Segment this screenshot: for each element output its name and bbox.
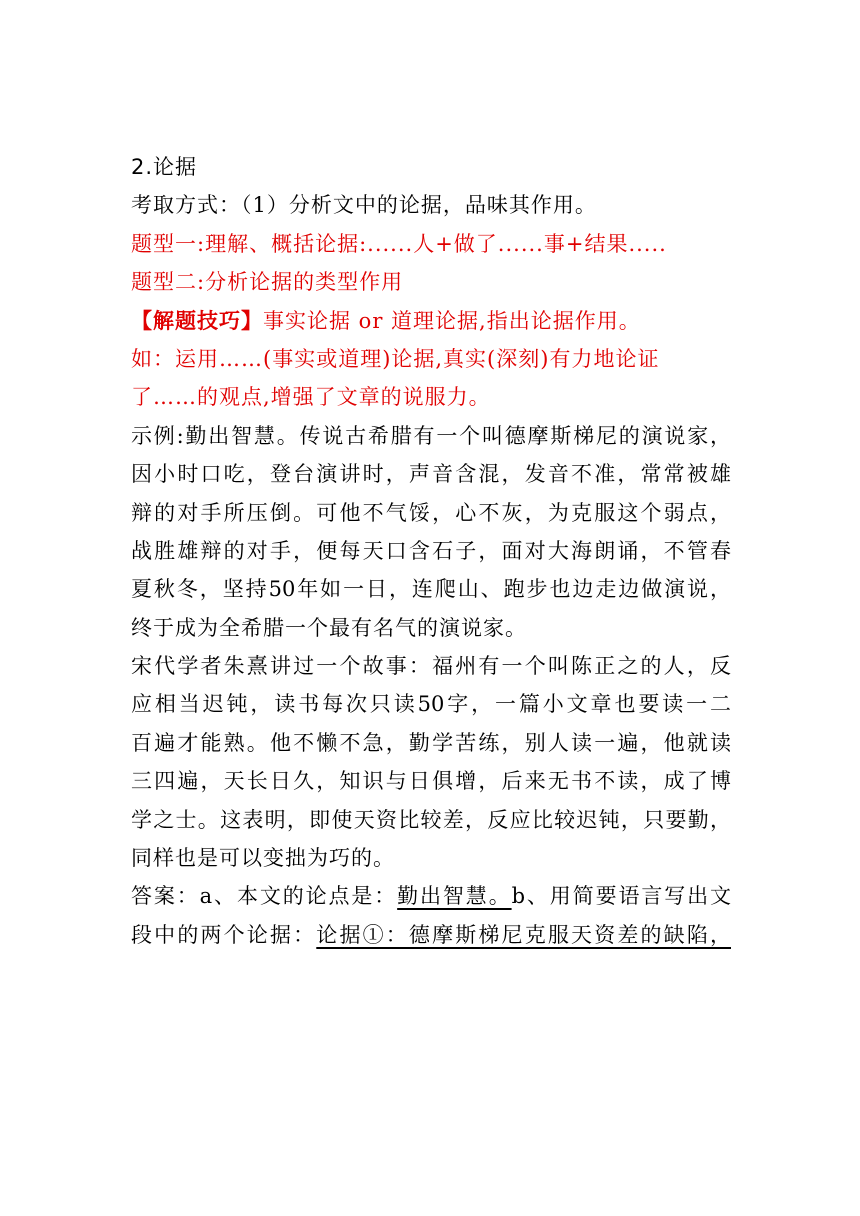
sample-paragraph-line: 宋代学者朱熹讲过一个故事：福州有一个叫陈正之的人，反	[131, 654, 731, 679]
answer-line-2	[131, 916, 731, 954]
sample-paragraph-line: 百遍才能熟。他不懒不急，勤学苦练，别人读一遍，他就读	[131, 730, 731, 755]
sample-paragraph-line: 终于成为全希腊一个最有名气的演说家。	[131, 615, 527, 640]
sample-paragraph-line: 战胜雄辩的对手，便每天口含石子，面对大海朗诵，不管春	[131, 538, 731, 563]
section-heading: 2.论据	[131, 155, 198, 179]
answer-thesis: 勤出智慧。	[397, 884, 512, 909]
sample-paragraph-line: 同样也是可以变拙为巧的。	[131, 846, 395, 871]
answer-line-2-prefix: 段中的两个论据：	[131, 922, 317, 947]
tips-text: 事实论据 or 道理论据,指出论据作用。	[263, 308, 641, 333]
question-type-2: 题型二:分析论据的类型作用	[131, 270, 404, 295]
sample-paragraph-line: 因小时口吃，登台演讲时，声音含混，发音不准，常常被雄	[131, 462, 731, 487]
answer-suffix: b、用简要语言写出文	[511, 884, 732, 909]
answer-argument-1: 论据①：德摩斯梯尼克服天资差的缺陷，	[316, 922, 731, 947]
sample-paragraph-line: 示例:勤出智慧。传说古希腊有一个叫德摩斯梯尼的演说家，	[131, 423, 731, 448]
solving-tips	[131, 302, 731, 340]
sample-paragraph-line: 学之士。这表明，即使天资比较差，反应比较迟钝，只要勤，	[131, 807, 731, 832]
example-template-line: 了……的观点,增强了文章的说服力。	[131, 385, 491, 410]
tips-bracket-label: 【解题技巧】	[131, 307, 263, 333]
answer-line-1	[131, 877, 731, 915]
sample-paragraph-line: 三四遍，天长日久，知识与日俱增，后来无书不读，成了博	[131, 769, 731, 794]
question-type-1: 题型一:理解、概括论据:......人+做了......事+结果.....	[131, 231, 667, 256]
intro-line: 考取方式：（1）分析文中的论据，品味其作用。	[131, 193, 597, 218]
sample-paragraph-line: 应相当迟钝，读书每次只读50字，一篇小文章也要读一二	[131, 692, 731, 717]
example-template-line: 如：运用……(事实或道理)论据,真实(深刻)有力地论证	[131, 346, 660, 371]
document-body	[131, 148, 731, 954]
answer-prefix: 答案：a、本文的论点是：	[131, 884, 398, 909]
sample-paragraph-line: 辩的对手所压倒。可他不气馁，心不灰，为克服这个弱点，	[131, 500, 731, 525]
sample-paragraph-line: 夏秋冬，坚持50年如一日，连爬山、跑步也边走边做演说，	[131, 577, 731, 602]
